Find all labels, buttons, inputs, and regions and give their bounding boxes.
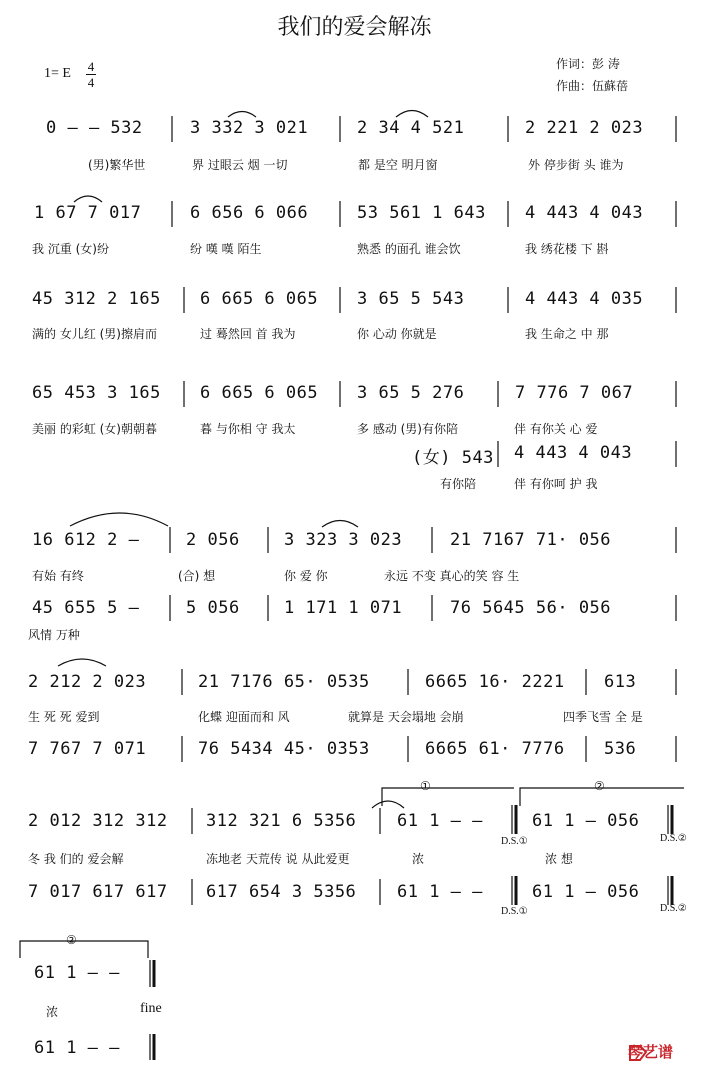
measure: 21 7176 65· 0535: [198, 672, 370, 692]
lyric-line: 多 感动 (男)有你陪: [357, 422, 458, 436]
measure: 2 34 4 521: [357, 118, 465, 138]
lyric-line: 伴 有你关 心 爱: [514, 422, 598, 436]
composer-credit: 作曲：伍蘇蓓: [556, 79, 629, 93]
dal-segno-2: D.S.②: [660, 903, 687, 914]
measure: 1 171 1 071: [284, 598, 403, 618]
lyric-line: 界 过眼云 烟 一切: [192, 158, 288, 172]
lyric-line: 生 死 死 爱到: [28, 710, 100, 724]
measure: 0 – – 532: [46, 118, 143, 138]
lyric-line: 纷 嘆 嘆 陌生: [190, 242, 262, 256]
lyric-line: 熟悉 的面孔 谁会饮: [357, 242, 461, 256]
measure: 4 443 4 043: [525, 203, 644, 223]
measure: 45 655 5 –: [32, 598, 140, 618]
measure: 76 5645 56· 056: [450, 598, 612, 618]
site-logo-text: 琴艺谱: [628, 1043, 674, 1061]
lyric-line: 浓 想: [545, 852, 573, 866]
dal-segno-1: D.S.①: [501, 836, 528, 847]
lyric-line: 有你陪: [440, 477, 477, 491]
measure: 53 561 1 643: [357, 203, 486, 223]
measure: 536: [604, 739, 637, 759]
coda-measure: 61 1 – –: [34, 963, 120, 983]
coda-lyric: 浓: [46, 1005, 59, 1019]
time-signature-top: 4: [87, 59, 95, 74]
measure: 16 612 2 –: [32, 530, 140, 550]
measure: 3 65 5 276: [357, 383, 465, 403]
time-signature-bottom: 4: [87, 75, 95, 90]
measure: 4 443 4 035: [525, 289, 644, 309]
lyric-line: 就算是 天会塌地 会崩: [348, 710, 464, 724]
lyric-line: 冻地老 天荒传 说 从此爱更: [206, 852, 350, 866]
lyric-line: 四季飞雪 全 是: [563, 710, 643, 724]
measure: 7 017 617 617: [28, 882, 168, 902]
measure: 61 1 – 056: [532, 811, 640, 831]
lyric-line: 我 沉重 (女)纷: [32, 242, 109, 256]
time-signature: [86, 60, 96, 89]
lyric-line: 伴 有你呵 护 我: [514, 477, 598, 491]
lyric-line: 风情 万种: [28, 628, 80, 642]
lyric-line: 都 是空 明月窗: [358, 158, 438, 172]
volta-1-label: ①: [420, 779, 431, 793]
measure: 21 7167 71· 056: [450, 530, 612, 550]
lyric-line: 我 生命之 中 那: [525, 327, 609, 341]
fine-mark: fine: [140, 1001, 162, 1016]
lyric-line: 外 停步街 头 谁为: [528, 158, 624, 172]
lyric-line: 我 绣花楼 下 斟: [525, 242, 609, 256]
song-title: 我们的爱会解冻: [277, 15, 432, 40]
measure: 617 654 3 5356: [206, 882, 357, 902]
lyric-line: 美丽 的彩虹 (女)朝朝暮: [32, 422, 157, 436]
measure: 613: [604, 672, 637, 692]
volta-2-label: ②: [594, 779, 605, 793]
measure: 3 65 5 543: [357, 289, 465, 309]
measure: 3 332 3 021: [190, 118, 309, 138]
measure: (女) 543: [412, 448, 494, 468]
measure: 2 212 2 023: [28, 672, 147, 692]
lyric-line: 冬 我 们的 爱会解: [28, 852, 124, 866]
measure: 3 323 3 023: [284, 530, 403, 550]
measure: 2 221 2 023: [525, 118, 644, 138]
lyric-line: 满的 女儿红 (男)擦肩而: [32, 327, 157, 341]
measure: 61 1 – 056: [532, 882, 640, 902]
measure: 7 776 7 067: [515, 383, 634, 403]
measure: 6 665 6 065: [200, 289, 319, 309]
site-logo: [628, 1041, 673, 1062]
measure: 6 665 6 065: [200, 383, 319, 403]
lyric-line: 浓: [412, 852, 425, 866]
measure: 5 056: [186, 598, 240, 618]
measure: 76 5434 45· 0353: [198, 739, 370, 759]
key-signature: 1= E: [44, 66, 71, 81]
lyric-line: 有始 有终: [32, 569, 84, 583]
measure: 65 453 3 165: [32, 383, 161, 403]
measure: 4 443 4 043: [514, 443, 633, 463]
measure: 7 767 7 071: [28, 739, 147, 759]
measure: 1 67 7 017: [34, 203, 142, 223]
coda-volta-label: ②: [66, 933, 77, 947]
measure: 312 321 6 5356: [206, 811, 357, 831]
coda-measure: 61 1 – –: [34, 1038, 120, 1058]
lyric-line: 永远 不变 真心的笑 容 生: [384, 569, 520, 583]
lyricist-credit: 作词：彭 涛: [556, 57, 620, 71]
lyric-line: 你 心动 你就是: [357, 327, 437, 341]
lyric-line: (合) 想: [178, 569, 216, 583]
measure: 45 312 2 165: [32, 289, 161, 309]
measure: 6665 16· 2221: [425, 672, 565, 692]
measure: 61 1 – –: [397, 882, 483, 902]
measure: 2 056: [186, 530, 240, 550]
lyric-line: (男)繁华世: [88, 158, 146, 172]
measure: 61 1 – –: [397, 811, 483, 831]
measure: 2 012 312 312: [28, 811, 168, 831]
lyric-line: 过 蓦然回 首 我为: [200, 327, 296, 341]
measure: 6665 61· 7776: [425, 739, 565, 759]
lyric-line: 化蝶 迎面而和 风: [198, 710, 290, 724]
lyric-line: 你 爱 你: [284, 569, 328, 583]
dal-segno-2: D.S.②: [660, 833, 687, 844]
dal-segno-1: D.S.①: [501, 906, 528, 917]
measure: 6 656 6 066: [190, 203, 309, 223]
lyric-line: 暮 与你相 守 我太: [200, 422, 296, 436]
